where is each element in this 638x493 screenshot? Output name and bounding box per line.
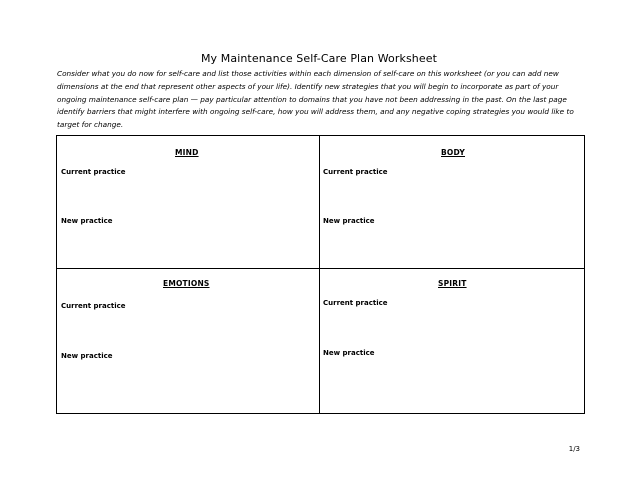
- page-number: 1/3: [568, 445, 580, 453]
- worksheet-title: My Maintenance Self-Care Plan Worksheet: [200, 52, 438, 65]
- body-new-practice-label: New practice: [323, 217, 375, 225]
- body-current-practice-label: Current practice: [323, 168, 388, 176]
- spirit-current-practice-label: Current practice: [323, 299, 388, 307]
- emotions-current-practice-label: Current practice: [61, 302, 126, 310]
- spirit-new-practice-label: New practice: [323, 349, 375, 357]
- emotions-heading: EMOTIONS: [163, 279, 210, 288]
- grid-horizontal-divider: [57, 268, 584, 269]
- mind-current-practice-label: Current practice: [61, 168, 126, 176]
- mind-new-practice-label: New practice: [61, 217, 113, 225]
- grid-vertical-divider: [319, 136, 320, 413]
- body-heading: BODY: [441, 148, 466, 157]
- mind-heading: MIND: [175, 148, 199, 157]
- spirit-heading: SPIRIT: [438, 279, 467, 288]
- self-care-grid: [56, 135, 585, 414]
- emotions-new-practice-label: New practice: [61, 352, 113, 360]
- instructions-paragraph: Consider what you do now for self-care and list those activities within each dimension of self-care on this worksheet (or you can add new dimensions at the end that represent other aspects of your life). Identify new strategies that you will begin to incorporate as part of your ongoing maintenance self-care plan — pay particular attention to domains that you have not been addressing in the past. On the last page identify barriers that might interfere with ongoing self-care, how you will address them, and any negative coping strategies you would like to target for change.: [57, 69, 574, 130]
